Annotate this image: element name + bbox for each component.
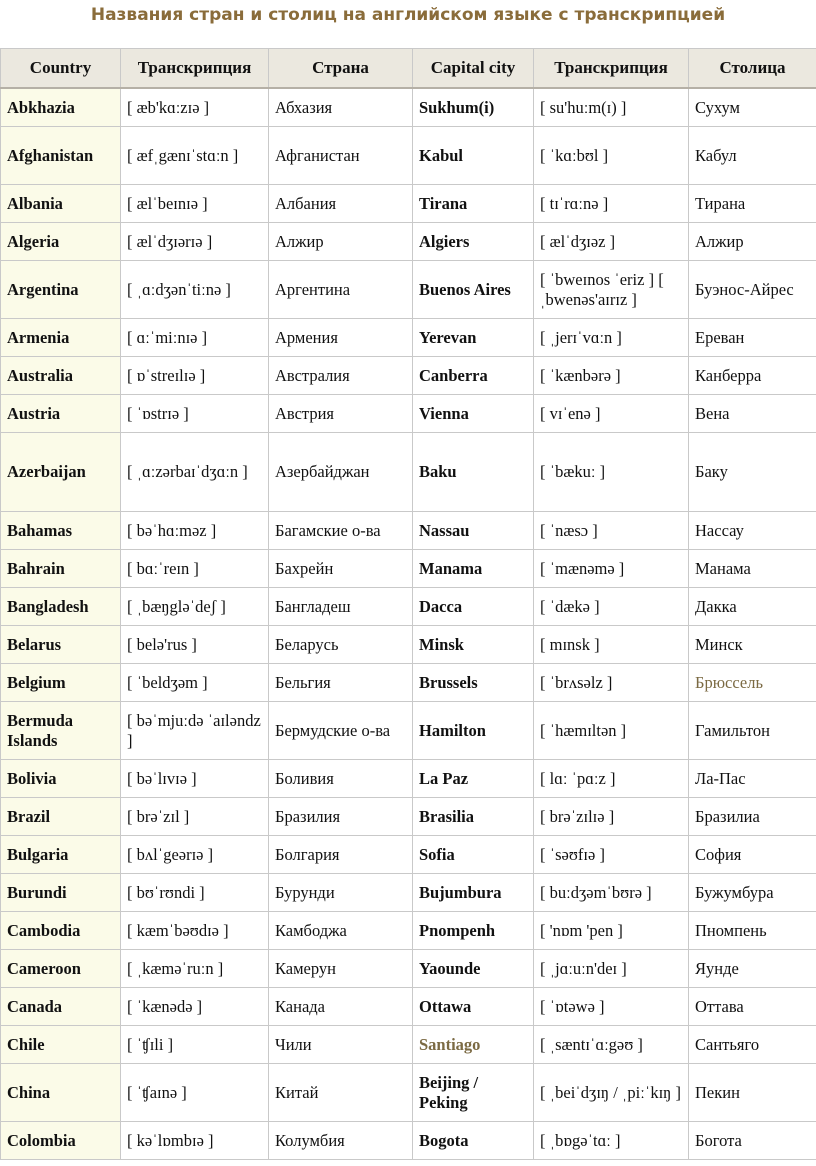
- country-transcription-cell: [ ˈʧɪli ]: [121, 1026, 269, 1064]
- country-ru-cell: Болгария: [269, 836, 413, 874]
- table-row: [1, 261, 816, 319]
- capital-cell: Bujumbura: [413, 874, 534, 912]
- country-ru-cell: Камерун: [269, 950, 413, 988]
- capital-cell: Nassau: [413, 512, 534, 550]
- capital-transcription-cell: [ vɪˈenə ]: [534, 395, 689, 433]
- table-row: [1, 127, 816, 185]
- capital-link[interactable]: Santiago: [413, 1026, 534, 1064]
- country-ru-cell: Бурунди: [269, 874, 413, 912]
- capital-ru-cell: Яунде: [689, 950, 816, 988]
- country-ru-cell: Армения: [269, 319, 413, 357]
- country-cell: Canada: [1, 988, 121, 1026]
- capital-ru-cell: Тирана: [689, 185, 816, 223]
- country-cell: Cambodia: [1, 912, 121, 950]
- country-ru-cell: Албания: [269, 185, 413, 223]
- country-cell: Burundi: [1, 874, 121, 912]
- country-transcription-cell: [ bəˈhɑːməz ]: [121, 512, 269, 550]
- country-cell: Abkhazia: [1, 88, 121, 127]
- capital-ru-cell: Кабул: [689, 127, 816, 185]
- table-row: [1, 185, 816, 223]
- capital-cell: Manama: [413, 550, 534, 588]
- table-row: [1, 88, 816, 127]
- country-cell: Austria: [1, 395, 121, 433]
- country-transcription-cell: [ ˈbeldʒəm ]: [121, 664, 269, 702]
- capital-transcription-cell: [ ˈmænəmə ]: [534, 550, 689, 588]
- capital-transcription-cell: [ tɪˈrɑːnə ]: [534, 185, 689, 223]
- capital-transcription-cell: [ ˌjerɪˈvɑːn ]: [534, 319, 689, 357]
- country-cell: Algeria: [1, 223, 121, 261]
- country-transcription-cell: [ brəˈzɪl ]: [121, 798, 269, 836]
- country-cell: Chile: [1, 1026, 121, 1064]
- capital-transcription-cell: [ ˈbrʌsəlz ]: [534, 664, 689, 702]
- table-row: [1, 433, 816, 512]
- capital-ru-cell: Ереван: [689, 319, 816, 357]
- country-cell: Colombia: [1, 1122, 121, 1160]
- capital-cell: Brussels: [413, 664, 534, 702]
- table-row: [1, 912, 816, 950]
- capital-ru-cell: Богота: [689, 1122, 816, 1160]
- country-transcription-cell: [ ˌkæməˈruːn ]: [121, 950, 269, 988]
- header-transcription: Транскрипция: [121, 49, 269, 89]
- country-cell: Bangladesh: [1, 588, 121, 626]
- country-ru-cell: Азербайджан: [269, 433, 413, 512]
- country-ru-cell: Бермудские о-ва: [269, 702, 413, 760]
- country-ru-cell: Бельгия: [269, 664, 413, 702]
- header-row: [1, 49, 816, 89]
- country-ru-cell: Камбоджа: [269, 912, 413, 950]
- capital-ru-cell: Нассау: [689, 512, 816, 550]
- capital-ru-cell: София: [689, 836, 816, 874]
- header-capital-transcription: Транскрипция: [534, 49, 689, 89]
- country-ru-cell: Бахрейн: [269, 550, 413, 588]
- capital-ru-cell: Оттава: [689, 988, 816, 1026]
- country-ru-cell: Австралия: [269, 357, 413, 395]
- country-cell: Azerbaijan: [1, 433, 121, 512]
- capital-transcription-cell: [ ˈɒtəwə ]: [534, 988, 689, 1026]
- capital-cell: Pnompenh: [413, 912, 534, 950]
- capital-ru-cell: Гамильтон: [689, 702, 816, 760]
- capital-cell: Dacca: [413, 588, 534, 626]
- country-ru-cell: Колумбия: [269, 1122, 413, 1160]
- country-ru-cell: Багамские о-ва: [269, 512, 413, 550]
- capital-cell: Sofia: [413, 836, 534, 874]
- country-cell: Belgium: [1, 664, 121, 702]
- country-transcription-cell: [ ɒˈstreɪlɪə ]: [121, 357, 269, 395]
- capital-ru-cell: Сухум: [689, 88, 816, 127]
- header-capital-ru: Столица: [689, 49, 816, 89]
- capital-cell: Hamilton: [413, 702, 534, 760]
- capital-cell: Bogota: [413, 1122, 534, 1160]
- table-row: [1, 512, 816, 550]
- country-transcription-cell: [ ˌbæŋgləˈdeʃ ]: [121, 588, 269, 626]
- country-transcription-cell: [ kəˈlɒmbɪə ]: [121, 1122, 269, 1160]
- capital-cell: La Paz: [413, 760, 534, 798]
- table-row: [1, 357, 816, 395]
- table-row: [1, 626, 816, 664]
- country-transcription-cell: [ æfˌgænɪˈstɑːn ]: [121, 127, 269, 185]
- header-capital: Capital city: [413, 49, 534, 89]
- table-row: [1, 988, 816, 1026]
- country-transcription-cell: [ bəˈlɪvɪə ]: [121, 760, 269, 798]
- capital-ru-cell: Пекин: [689, 1064, 816, 1122]
- capital-transcription-cell: [ ˈbweɪnos ˈeriz ] [ ˌbwenəs'aɪrɪz ]: [534, 261, 689, 319]
- capital-transcription-cell: [ ˌbeiˈdʒɪŋ / ˌpiːˈkɪŋ ]: [534, 1064, 689, 1122]
- country-ru-cell: Афганистан: [269, 127, 413, 185]
- page-title: Названия стран и столиц на английском языке с транскрипцией: [90, 5, 726, 25]
- table-row: [1, 950, 816, 988]
- country-cell: Armenia: [1, 319, 121, 357]
- capital-transcription-cell: [ ˈkænbərə ]: [534, 357, 689, 395]
- capital-cell: Sukhum(i): [413, 88, 534, 127]
- countries-capitals-table: [0, 48, 816, 1160]
- capital-transcription-cell: [ ˌjɑːuːn'deɪ ]: [534, 950, 689, 988]
- country-transcription-cell: [ ælˈbeɪnɪə ]: [121, 185, 269, 223]
- country-transcription-cell: [ bəˈmjuːdə ˈaɪləndz ]: [121, 702, 269, 760]
- table-row: [1, 395, 816, 433]
- capital-ru-cell: Минск: [689, 626, 816, 664]
- capital-transcription-cell: [ 'nɒm 'pen ]: [534, 912, 689, 950]
- table-row: [1, 836, 816, 874]
- table-row: [1, 588, 816, 626]
- capital-transcription-cell: [ ˈhæmɪltən ]: [534, 702, 689, 760]
- country-cell: Brazil: [1, 798, 121, 836]
- country-cell: Bahamas: [1, 512, 121, 550]
- country-cell: Argentina: [1, 261, 121, 319]
- capital-transcription-cell: [ buːdʒəmˈbʊrə ]: [534, 874, 689, 912]
- capital-ru-cell: Бужумбура: [689, 874, 816, 912]
- country-cell: Bolivia: [1, 760, 121, 798]
- capital-ru-cell: Баку: [689, 433, 816, 512]
- country-transcription-cell: [ ˌɑːdʒənˈtiːnə ]: [121, 261, 269, 319]
- capital-cell: Canberra: [413, 357, 534, 395]
- capital-transcription-cell: [ mɪnsk ]: [534, 626, 689, 664]
- table-row: [1, 223, 816, 261]
- country-ru-cell: Австрия: [269, 395, 413, 433]
- capital-ru-cell: Буэнос-Айрес: [689, 261, 816, 319]
- capital-cell: Tirana: [413, 185, 534, 223]
- capital-ru-cell: Сантьяго: [689, 1026, 816, 1064]
- country-ru-cell: Бангладеш: [269, 588, 413, 626]
- country-ru-cell: Чили: [269, 1026, 413, 1064]
- capital-cell: Minsk: [413, 626, 534, 664]
- header-country-ru: Страна: [269, 49, 413, 89]
- country-cell: Australia: [1, 357, 121, 395]
- country-transcription-cell: [ ɑːˈmiːnɪə ]: [121, 319, 269, 357]
- capital-ru-cell: Дакка: [689, 588, 816, 626]
- table-row: [1, 798, 816, 836]
- country-cell: Albania: [1, 185, 121, 223]
- capital-cell: Buenos Aires: [413, 261, 534, 319]
- country-transcription-cell: [ ˈʧaɪnə ]: [121, 1064, 269, 1122]
- country-ru-cell: Аргентина: [269, 261, 413, 319]
- capital-ru-cell: Ла-Пас: [689, 760, 816, 798]
- country-ru-cell: Боливия: [269, 760, 413, 798]
- country-cell: Bermuda Islands: [1, 702, 121, 760]
- capital-cell: Beijing / Peking: [413, 1064, 534, 1122]
- capital-cell: Ottawa: [413, 988, 534, 1026]
- country-transcription-cell: [ bʊˈrʊndi ]: [121, 874, 269, 912]
- country-transcription-cell: [ ˈɒstrɪə ]: [121, 395, 269, 433]
- country-cell: Cameroon: [1, 950, 121, 988]
- country-cell: China: [1, 1064, 121, 1122]
- capital-ru-cell: Алжир: [689, 223, 816, 261]
- capital-transcription-cell: [ ˌsæntɪˈɑːgəʊ ]: [534, 1026, 689, 1064]
- table-row: [1, 1026, 816, 1064]
- capital-transcription-cell: [ brəˈzɪlɪə ]: [534, 798, 689, 836]
- country-ru-cell: Алжир: [269, 223, 413, 261]
- capital-transcription-cell: [ ˌbɒgəˈtɑː ]: [534, 1122, 689, 1160]
- capital-cell: Yaounde: [413, 950, 534, 988]
- capital-transcription-cell: [ ˈbækuː ]: [534, 433, 689, 512]
- table-row: [1, 702, 816, 760]
- capital-transcription-cell: [ lɑː ˈpɑːz ]: [534, 760, 689, 798]
- country-transcription-cell: [ ˌɑːzərbaɪˈdʒɑːn ]: [121, 433, 269, 512]
- country-ru-cell: Абхазия: [269, 88, 413, 127]
- capital-cell: Brasilia: [413, 798, 534, 836]
- capital-ru-link[interactable]: Брюссель: [689, 664, 816, 702]
- capital-ru-cell: Канберра: [689, 357, 816, 395]
- country-ru-cell: Беларусь: [269, 626, 413, 664]
- capital-cell: Yerevan: [413, 319, 534, 357]
- country-ru-cell: Китай: [269, 1064, 413, 1122]
- country-cell: Afghanistan: [1, 127, 121, 185]
- table-row: [1, 1122, 816, 1160]
- capital-ru-cell: Манама: [689, 550, 816, 588]
- capital-cell: Vienna: [413, 395, 534, 433]
- country-transcription-cell: [ æb'kɑːzɪə ]: [121, 88, 269, 127]
- capital-transcription-cell: [ ælˈdʒɪəz ]: [534, 223, 689, 261]
- capital-cell: Kabul: [413, 127, 534, 185]
- capital-transcription-cell: [ ˈdækə ]: [534, 588, 689, 626]
- capital-transcription-cell: [ ˈsəʊfɪə ]: [534, 836, 689, 874]
- header-country: Country: [1, 49, 121, 89]
- capital-ru-cell: Бразилиа: [689, 798, 816, 836]
- country-transcription-cell: [ kæmˈbəʊdɪə ]: [121, 912, 269, 950]
- country-cell: Belarus: [1, 626, 121, 664]
- capital-ru-cell: Пномпень: [689, 912, 816, 950]
- capital-cell: Algiers: [413, 223, 534, 261]
- country-transcription-cell: [ bʌlˈgeərɪə ]: [121, 836, 269, 874]
- table-row: [1, 664, 816, 702]
- capital-transcription-cell: [ ˈnæsɔ ]: [534, 512, 689, 550]
- table-row: [1, 550, 816, 588]
- country-transcription-cell: [ ˈkænədə ]: [121, 988, 269, 1026]
- capital-ru-cell: Вена: [689, 395, 816, 433]
- country-ru-cell: Бразилия: [269, 798, 413, 836]
- country-transcription-cell: [ ælˈdʒɪərɪə ]: [121, 223, 269, 261]
- table-row: [1, 874, 816, 912]
- capital-transcription-cell: [ ˈkɑːbʊl ]: [534, 127, 689, 185]
- capital-transcription-cell: [ su'huːm(ɪ) ]: [534, 88, 689, 127]
- country-ru-cell: Канада: [269, 988, 413, 1026]
- table-row: [1, 319, 816, 357]
- country-cell: Bulgaria: [1, 836, 121, 874]
- capital-cell: Baku: [413, 433, 534, 512]
- table-row: [1, 760, 816, 798]
- table-row: [1, 1064, 816, 1122]
- country-transcription-cell: [ bɑːˈreɪn ]: [121, 550, 269, 588]
- country-cell: Bahrain: [1, 550, 121, 588]
- country-transcription-cell: [ belə'rus ]: [121, 626, 269, 664]
